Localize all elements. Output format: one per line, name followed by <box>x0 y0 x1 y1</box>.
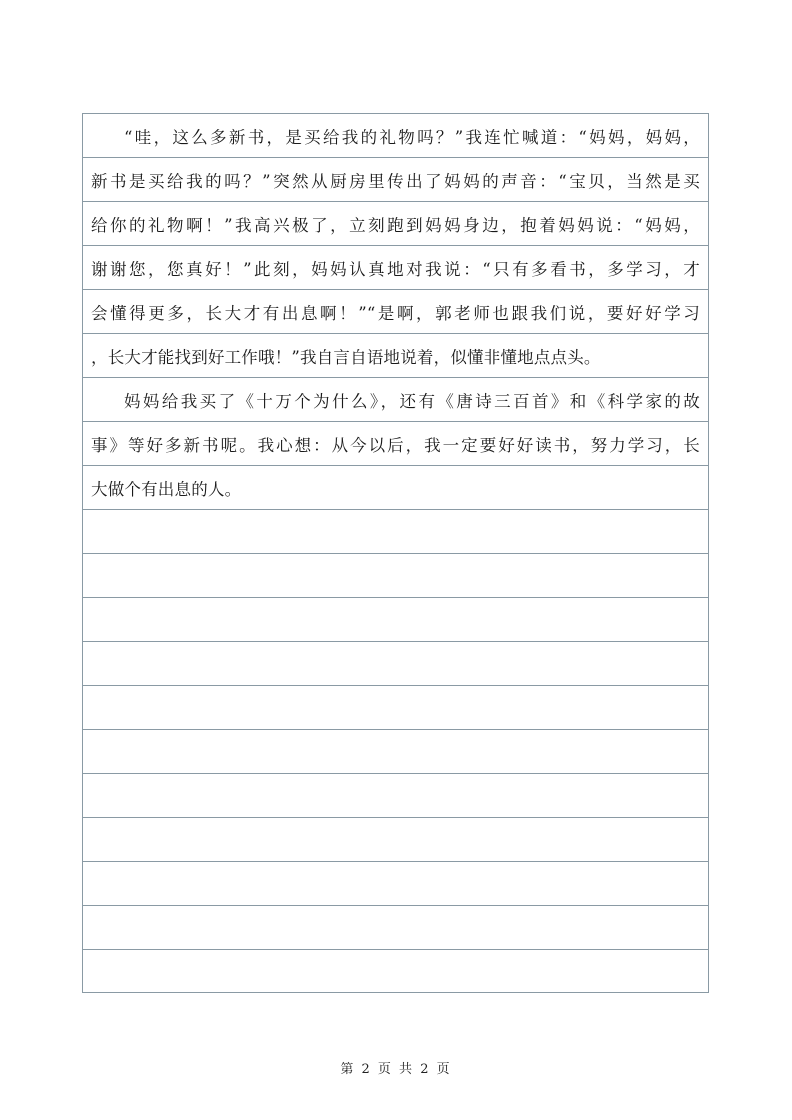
essay-line-text: 大做个有出息的人。 <box>91 479 242 499</box>
essay-line-18 <box>83 862 708 906</box>
essay-line-9 <box>83 466 708 510</box>
essay-line-1 <box>83 114 708 158</box>
essay-line-text: 会懂得更多，长大才有出息啊！”“是啊，郭老师也跟我们说，要好好学习 <box>91 303 700 323</box>
essay-line-20 <box>83 950 708 994</box>
essay-line-text: 事》等好多新书呢。我心想：从今以后，我一定要好好读书，努力学习，长 <box>91 435 700 455</box>
essay-line-16 <box>83 774 708 818</box>
essay-line-10 <box>83 510 708 554</box>
writing-grid <box>82 113 709 993</box>
essay-line-text: 给你的礼物啊！”我高兴极了，立刻跑到妈妈身边，抱着妈妈说：“妈妈， <box>91 215 700 235</box>
essay-line-7 <box>83 378 708 422</box>
essay-line-14 <box>83 686 708 730</box>
essay-line-15 <box>83 730 708 774</box>
essay-line-text: “哇，这么多新书，是买给我的礼物吗？”我连忙喊道：“妈妈，妈妈， <box>124 127 700 147</box>
essay-line-4 <box>83 246 708 290</box>
essay-line-text: 妈妈给我买了《十万个为什么》，还有《唐诗三百首》和《科学家的故 <box>124 391 700 411</box>
essay-line-12 <box>83 598 708 642</box>
essay-line-5 <box>83 290 708 334</box>
essay-line-3 <box>83 202 708 246</box>
essay-line-11 <box>83 554 708 598</box>
essay-line-text: 谢谢您，您真好！”此刻，妈妈认真地对我说：“只有多看书，多学习，才 <box>91 259 700 279</box>
essay-line-2 <box>83 158 708 202</box>
essay-line-text: ，长大才能找到好工作哦！”我自言自语地说着，似懂非懂地点点头。 <box>91 347 601 367</box>
page-number: 第 2 页 共 2 页 <box>340 1062 452 1077</box>
essay-line-19 <box>83 906 708 950</box>
essay-line-17 <box>83 818 708 862</box>
essay-line-8 <box>83 422 708 466</box>
essay-line-text: 新书是买给我的吗？”突然从厨房里传出了妈妈的声音：“宝贝，当然是买 <box>91 171 700 191</box>
essay-line-13 <box>83 642 708 686</box>
essay-line-6 <box>83 334 708 378</box>
